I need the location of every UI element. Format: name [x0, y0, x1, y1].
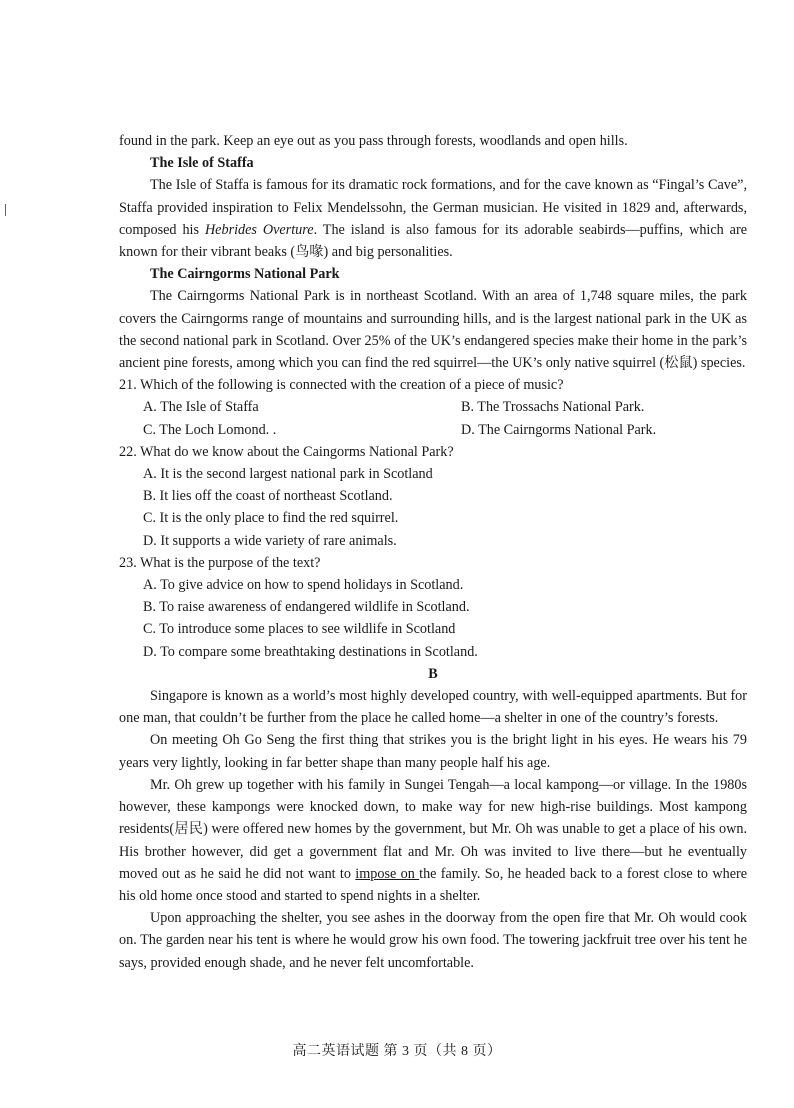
staffa-paragraph: [119, 174, 747, 263]
passage-b-paragraph-4: Upon approaching the shelter, you see ashes in the doorway from the open fire that Mr. Oh would cook on. The garden near his tent is where he would grow his own food. The towering jackfruit tree over his tent he says, provided enough shade, and he never felt uncomfortable.: [119, 910, 747, 971]
staffa-text-2: . The island is also famous for its adorable seabirds—puffins, which are known for their vibrant beaks (鸟喙) and big personalities.: [119, 221, 747, 261]
section-b-label: B: [428, 665, 438, 682]
staffa-text-1: The Isle of Staffa is famous for its dramatic rock formations, and for the cave known as “Fingal’s Cave”, Staffa provided inspiration to Felix Mendelssohn, the German musician. He visited in 1829 and, afterwards, composed his: [119, 177, 747, 238]
question-21-options-row-1: [119, 396, 747, 418]
question-23-option-a: A. To give advice on how to spend holidays in Scotland.: [143, 577, 464, 594]
passage-b-paragraph-3-text-2: the family. So, he headed back to a forest close to where his old home once stood and started to spend nights in a shelter.: [119, 865, 748, 904]
staffa-work-title: Hebrides Overture: [204, 221, 314, 238]
cairngorms-paragraph: The Cairngorms National Park is in northeast Scotland. With an area of 1,748 square miles, the park covers the Cairngorms range of mountains and surrounding hills, and is the largest national park in the UK as the second national park in Scotland. Over 25% of the UK’s endangered species make their home in the park’s ancient pine forests, among which you can find the red squirrel—the UK’s only native squirrel (松鼠) species.: [119, 288, 747, 372]
passage-b-paragraph-3: [119, 774, 747, 907]
question-23-option-b: B. To raise awareness of endangered wildlife in Scotland.: [143, 599, 470, 616]
cairngorms-heading: The Cairngorms National Park: [150, 266, 340, 283]
staffa-heading: The Isle of Staffa: [150, 155, 254, 172]
question-21-option-d: D. The Cairngorms National Park.: [461, 421, 657, 438]
page-footer: 高二英语试题 第 3 页（共 8 页）: [292, 1044, 502, 1059]
underlined-phrase: impose on: [355, 865, 420, 882]
passage-a-paragraph-1: found in the park. Keep an eye out as you pass through forests, woodlands and open hills.: [119, 133, 628, 149]
question-22-option-b: B. It lies off the coast of northeast Scotland.: [143, 488, 393, 505]
passage-b-paragraph-3-text-1: Mr. Oh grew up together with his family in Sungei Tengah—a local kampong—or village. In the 1980s however, these kampongs were knocked down, to make way for new high-rise buildings. Most kampong residents(居民) were offered new homes by the government, but Mr. Oh was unable to get a place of his own. His brother however, did get a government flat and Mr. Oh was invited to live there—but he eventually moved out as he said he did not want to: [119, 776, 747, 882]
question-21-options-row-2: [119, 419, 747, 441]
margin-mark: [5, 204, 6, 216]
question-23-option-c: C. To introduce some places to see wildlife in Scotland: [143, 621, 456, 638]
passage-b-paragraph-2: On meeting Oh Go Seng the first thing that strikes you is the bright light in his eyes. He wears his 79 years very lightly, looking in far better shape than many people half his age.: [119, 732, 747, 771]
question-21-option-b: B. The Trossachs National Park.: [461, 399, 645, 416]
question-21-option-c: C. The Loch Lomond. .: [143, 421, 277, 438]
question-21-option-a: A. The Isle of Staffa: [143, 399, 259, 416]
question-22-option-a: A. It is the second largest national park in Scotland: [143, 466, 433, 483]
question-22-option-d: D. It supports a wide variety of rare animals.: [143, 532, 397, 549]
passage-b-paragraph-1: Singapore is known as a world’s most highly developed country, with well-equipped apartments. But for one man, that couldn’t be further from the place he called home—a shelter in one of the country’s forests.: [119, 688, 747, 727]
question-22-stem: 22. What do we know about the Caingorms National Park?: [119, 443, 454, 460]
question-21-stem: 21. Which of the following is connected with the creation of a piece of music?: [119, 377, 564, 394]
page-content: [119, 130, 747, 974]
question-22-option-c: C. It is the only place to find the red squirrel.: [143, 510, 399, 527]
question-23-stem: 23. What is the purpose of the text?: [119, 554, 321, 571]
question-23-option-d: D. To compare some breathtaking destinations in Scotland.: [143, 643, 478, 660]
